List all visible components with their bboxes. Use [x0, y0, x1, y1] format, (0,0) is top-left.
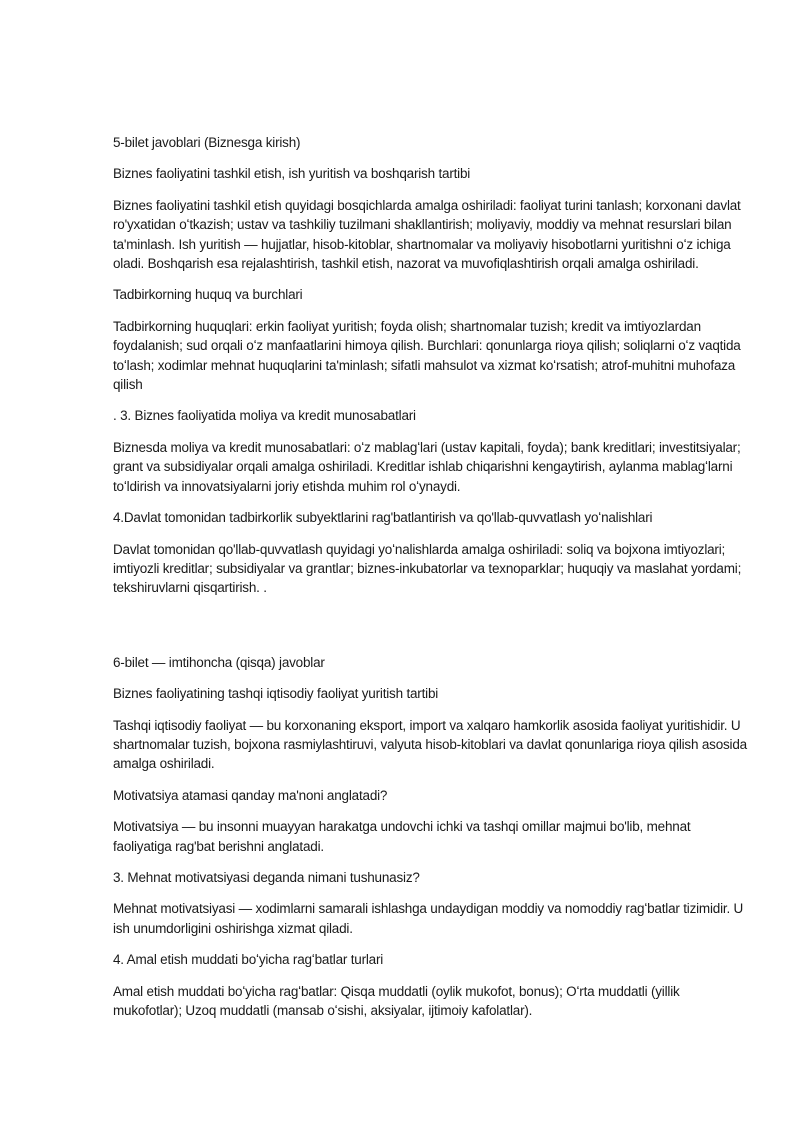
body-paragraph: Davlat tomonidan qo'llab-quvvatlash quyidagi yoʻnalishlarda amalga oshiriladi: soliq va bojxona imtiyozlari; imtiyozli kreditlar; subsidiyalar va grantlar; biznes-inkubatorlar va texnoparklar; huquqiy va maslahat yordami; tekshiruvlarni qisqartirish. . — [113, 541, 742, 596]
body-paragraph: Motivatsiya — bu insonni muayyan harakatga undovchi ichki va tashqi omillar majmui bo'lib, mehnat faoliyatiga rag'bat berishni anglatadi. — [113, 819, 691, 854]
body-paragraph: Biznes faoliyatini tashkil etish quyidagi bosqichlarda amalga oshiriladi: faoliyat turini tanlash; korxonani davlat ro'yxatidan oʻtkazish; ustav va tashkiliy tuzilmani shakllantirish; moliyaviy, moddiy va mehnat resurslari bilan ta'minlash. Ish yuritish — hujjatlar, hisob-kitoblar, shartnomalar va moliyaviy hisobotlarni yuritishni oʻz ichiga oladi. Boshqarish esa rejalashtirish, tashkil etish, nazorat va muvofiqlashtirish orqali amalga oshiriladi. — [113, 197, 741, 272]
question-heading: Motivatsiya atamasi qanday ma'noni anglatadi? — [113, 787, 388, 803]
body-paragraph: Mehnat motivatsiyasi — xodimlarni samarali ishlashga undaydigan moddiy va nomoddiy ragʻbatlar tizimidir. U ish unumdorligini oshirishga xizmat qiladi. — [113, 901, 744, 936]
document-content — [113, 133, 747, 1032]
section-6-bilet — [113, 653, 747, 1021]
section-heading: 6-bilet — imtihoncha (qisqa) javoblar — [113, 654, 325, 670]
body-paragraph: Tadbirkorning huquqlari: erkin faoliyat yuritish; foyda olish; shartnomalar tuzish; kredit va imtiyozlardan foydalanish; sud orqali oʻz manfaatlarini himoya qilish. Burchlari: qonunlarga rioya qilish; soliqlarni oʻz vaqtida toʻlash; xodimlar mehnat huquqlarini ta'minlash; sifatli mahsulot va xizmat koʻrsatish; atrof-muhitni muhofaza qilish — [113, 318, 741, 393]
subsection-heading: 4.Davlat tomonidan tadbirkorlik subyektlarini rag'batlantirish va qo'llab-quvvatlash yoʻnalishlari — [113, 510, 653, 526]
question-heading: 4. Amal etish muddati boʻyicha ragʻbatlar turlari — [113, 952, 384, 968]
subsection-heading: Tadbirkorning huquq va burchlari — [113, 287, 303, 303]
section-5-bilet — [113, 133, 747, 598]
question-heading: 3. Mehnat motivatsiyasi deganda nimani tushunasiz? — [113, 869, 420, 885]
subsection-heading: . 3. Biznes faoliyatida moliya va kredit munosabatlari — [113, 408, 416, 424]
subsection-heading: Biznes faoliyatining tashqi iqtisodiy faoliyat yuritish tartibi — [113, 686, 439, 702]
body-paragraph: Tashqi iqtisodiy faoliyat — bu korxonaning eksport, import va xalqaro hamkorlik asosida faoliyat yuritishidir. U shartnomalar tuzish, bojxona rasmiylashtiruvi, valyuta hisob-kitoblari va davlat qonunlariga rioya qilish asosida amalga oshiriladi. — [113, 717, 747, 772]
body-paragraph: Biznesda moliya va kredit munosabatlari: oʻz mablagʻlari (ustav kapitali, foyda); bank kreditlari; investitsiyalar; grant va subsidiyalar orqali amalga oshiriladi. Kreditlar ishlab chiqarishni kengaytirish, aylanma mablagʻlarni toʻldirish va innovatsiyalarni joriy etishda muhim rol oʻynaydi. — [113, 439, 741, 494]
section-heading: 5-bilet javoblari (Biznesga kirish) — [113, 135, 301, 150]
body-paragraph: Amal etish muddati boʻyicha ragʻbatlar: Qisqa muddatli (oylik mukofot, bonus); Oʻrta muddatli (yillik mukofotlar); Uzoq muddatli (mansab oʻsishi, aksiyalar, ijtimoiy kafolatlar). — [113, 983, 680, 1018]
subsection-heading: Biznes faoliyatini tashkil etish, ish yuritish va boshqarish tartibi — [113, 166, 471, 182]
